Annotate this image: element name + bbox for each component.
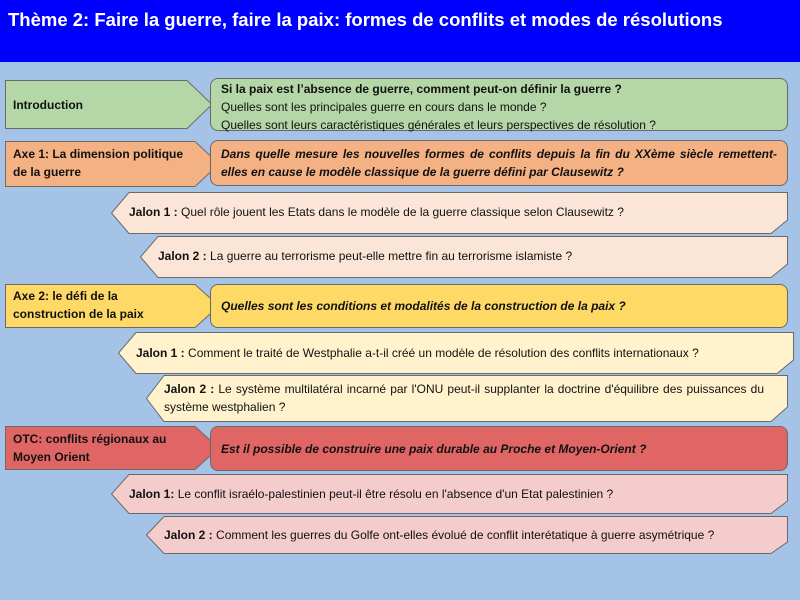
- otc-label-line1: OTC: conflits régionaux au: [13, 432, 167, 446]
- axe1-jalon2-label: Jalon 2 :: [158, 249, 207, 263]
- otc-jalon1-question: Le conflit israélo-palestinien peut-il être résolu en l'absence d'un Etat palestinien ?: [174, 487, 614, 501]
- otc-jalon2-arrow: [146, 516, 788, 554]
- intro-label: Introduction: [13, 98, 83, 112]
- otc-question: Est il possible de construire une paix durable au Proche et Moyen-Orient ?: [221, 442, 647, 456]
- otc-jalon2-label: Jalon 2 :: [164, 528, 213, 542]
- axe2-label-line1: Axe 2: le défi de la: [13, 289, 118, 303]
- axe2-jalon1-arrow: [118, 332, 794, 374]
- intro-question-box: [210, 78, 788, 131]
- axe2-jalon1-label: Jalon 1 :: [136, 346, 185, 360]
- axe2-jalon2-label: Jalon 2 :: [164, 382, 215, 396]
- intro-question-3: Quelles sont leurs caractéristiques générales et leurs perspectives de résolution ?: [221, 118, 656, 132]
- axe2-jalon2-arrow: [146, 375, 788, 422]
- page-title: Thème 2: Faire la guerre, faire la paix: formes de conflits et modes de résolutions: [8, 9, 723, 30]
- axe1-jalon1-label: Jalon 1 :: [129, 205, 178, 219]
- otc-jalon2-text: [164, 526, 714, 544]
- axe2-jalon1-question: Comment le traité de Westphalie a-t-il créé un modèle de résolution des conflits internationaux ?: [184, 346, 699, 360]
- axe1-label-line2: de la guerre: [13, 165, 82, 179]
- otc-jalon1-label: Jalon 1:: [129, 487, 175, 501]
- otc-jalon1-arrow: [111, 474, 788, 514]
- axe1-jalon2-arrow: [140, 236, 788, 278]
- axe1-jalon2-text: [158, 247, 572, 265]
- otc-label-arrow: [5, 426, 220, 470]
- otc-label-line2: Moyen Orient: [13, 450, 90, 464]
- otc-question-box: [210, 426, 788, 471]
- axe1-question-box: [210, 140, 788, 186]
- axe1-label-line1: Axe 1: La dimension politique: [13, 147, 184, 161]
- axe1-jalon1-text: [129, 203, 624, 221]
- axe1-jalon1-question: Quel rôle jouent les Etats dans le modèle de la guerre classique selon Clausewitz ?: [177, 205, 624, 219]
- axe2-label-line2: construction de la paix: [13, 307, 144, 321]
- otc-jalon2-question: Comment les guerres du Golfe ont-elles évolué de conflit interétatique à guerre asymétrique ?: [212, 528, 715, 542]
- axe2-jalon2-question: Le système multilatéral incarné par l'ONU peut-il supplanter la doctrine d'équilibre des puissances du système westphalien ?: [164, 382, 765, 414]
- intro-question-1: Si la paix est l’absence de guerre, comment peut-on définir la guerre ?: [221, 82, 622, 96]
- otc-jalon1-text: [129, 485, 613, 503]
- intro-question-2: Quelles sont les principales guerre en cours dans le monde ?: [221, 100, 547, 114]
- axe2-question-box: [210, 284, 788, 328]
- axe1-label-arrow: [5, 141, 220, 187]
- axe2-jalon2-text: [164, 380, 764, 416]
- axe1-question: Dans quelle mesure les nouvelles formes de conflits depuis la fin du XXème siècle remettent-elles en cause le modèle classique de la guerre défini par Clausewitz ?: [221, 147, 777, 179]
- intro-label-arrow: [5, 80, 213, 129]
- title-bar: [0, 0, 800, 62]
- axe1-jalon1-arrow: [111, 192, 788, 234]
- axe1-jalon2-question: La guerre au terrorisme peut-elle mettre fin au terrorisme islamiste ?: [206, 249, 573, 263]
- axe2-label-arrow: [5, 284, 220, 328]
- axe2-jalon1-text: [136, 344, 699, 362]
- axe2-question: Quelles sont les conditions et modalités de la construction de la paix ?: [221, 299, 626, 313]
